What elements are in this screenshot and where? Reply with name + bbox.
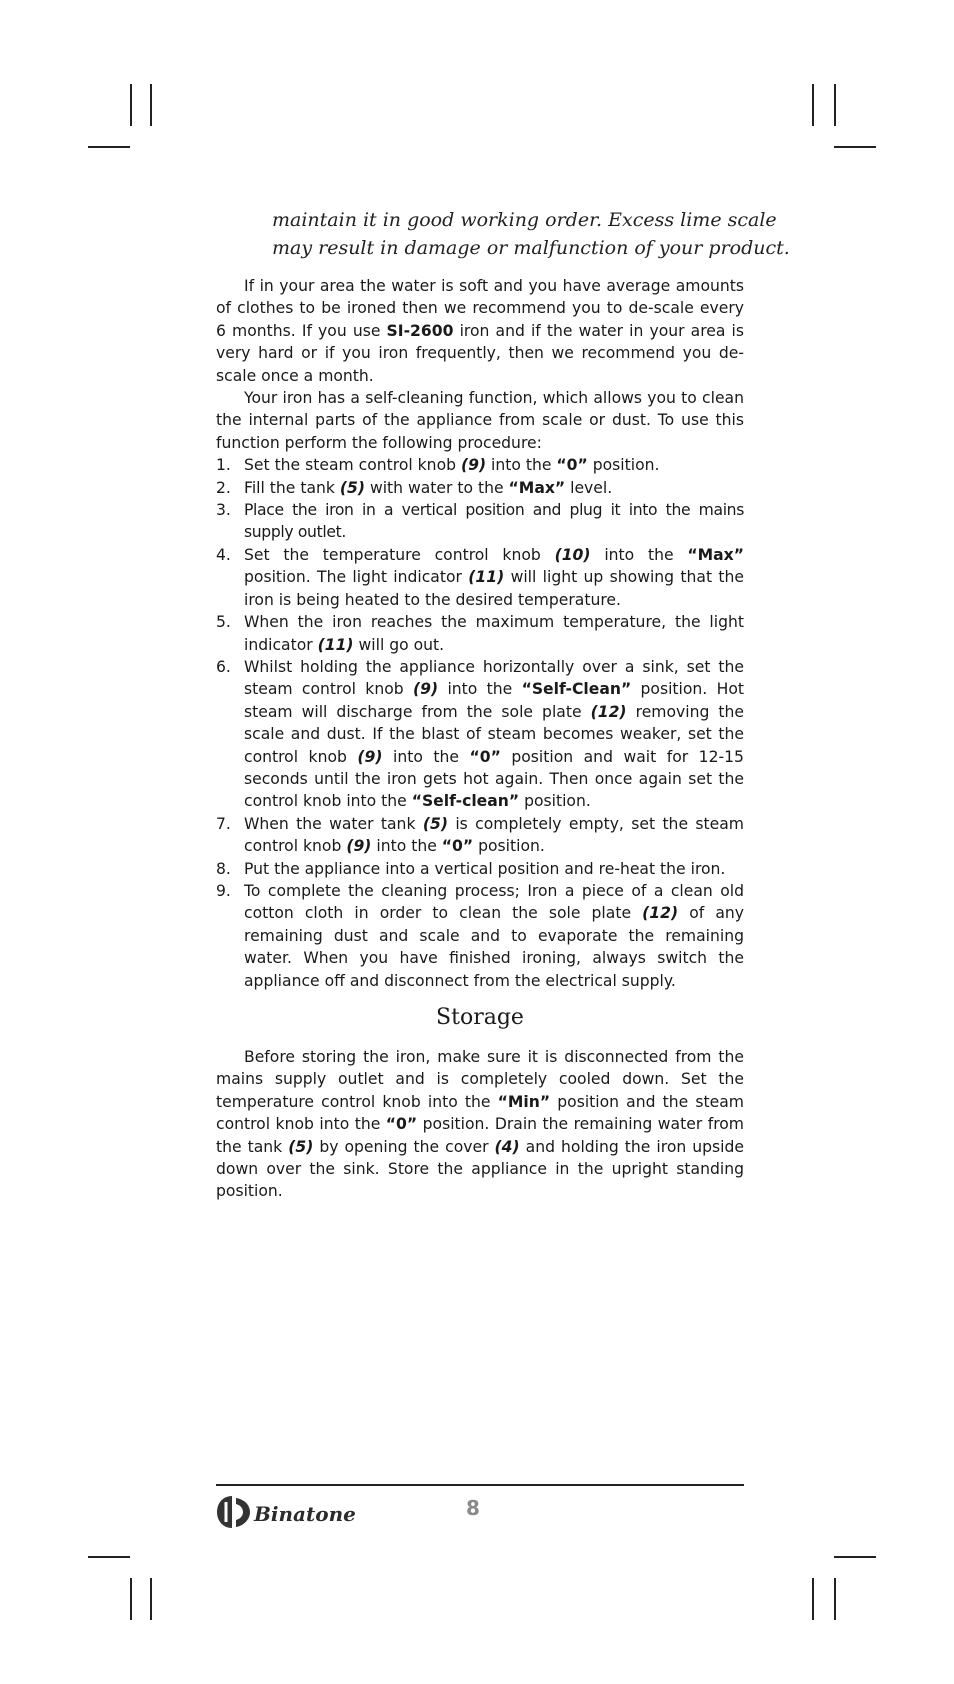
step-number: 1. xyxy=(216,456,231,475)
step-number: 4. xyxy=(216,545,231,564)
crop-mark xyxy=(812,1578,814,1620)
crop-mark xyxy=(150,1578,152,1620)
step-number: 6. xyxy=(216,657,231,676)
list-item xyxy=(216,477,744,499)
model-number: SI-2600 xyxy=(386,321,454,340)
brand-name: Binatone xyxy=(254,1502,356,1526)
crop-mark xyxy=(834,84,836,126)
document-body xyxy=(216,275,744,1203)
step-text: Set the steam control knob (9) into the “0” position. xyxy=(244,456,660,475)
crop-mark xyxy=(812,84,814,126)
intro-italic-text xyxy=(272,206,790,262)
step-number: 3. xyxy=(216,501,231,520)
crop-mark xyxy=(130,1578,132,1620)
list-item xyxy=(216,813,744,858)
list-item xyxy=(216,544,744,611)
list-item xyxy=(216,611,744,656)
crop-mark xyxy=(834,1578,836,1620)
intro-line: may result in damage or malfunction of your product. xyxy=(272,237,790,259)
list-item xyxy=(216,656,744,813)
step-text: To complete the cleaning process; Iron a piece of a clean old cotton cloth in order to clean the sole plate (12) of any remaining dust and scale and to evaporate the remaining water. When you have finished ironing, always switch the appliance off and disconnect from the electrical supply. xyxy=(244,881,744,990)
procedure-steps xyxy=(216,454,744,992)
brand-logo xyxy=(216,1496,356,1532)
step-text: Whilst holding the appliance horizontally over a sink, set the steam control knob (9) into the “Self-Clean” position. Hot steam will discharge from the sole plate (12) removing the scale and dust. If the blast of steam becomes weaker, set the control knob (9) into the “0” position and wait for 12-15 seconds until the iron gets hot again. Then once again set the control knob into the “Self-clean” position. xyxy=(244,657,744,811)
step-number: 8. xyxy=(216,859,231,878)
step-text: Set the temperature control knob (10) into the “Max” position. The light indicator (11) will light up showing that the iron is being heated to the desired temperature. xyxy=(244,545,744,609)
paragraph-self-cleaning: Your iron has a self-cleaning function, which allows you to clean the internal parts of the appliance from scale or dust. To use this function perform the following procedure: xyxy=(216,389,744,452)
crop-mark xyxy=(88,146,130,148)
step-text: Place the iron in a vertical position and plug it into the mains supply outlet. xyxy=(244,501,744,542)
step-number: 2. xyxy=(216,478,231,497)
list-item xyxy=(216,880,744,992)
list-item xyxy=(216,858,744,880)
step-text: When the iron reaches the maximum temperature, the light indicator (11) will go out. xyxy=(244,613,744,654)
intro-line: maintain it in good working order. Excess lime scale xyxy=(272,209,777,231)
step-text: When the water tank (5) is completely empty, set the steam control knob (9) into the “0” position. xyxy=(244,814,744,856)
footer-divider xyxy=(216,1484,744,1486)
crop-mark xyxy=(834,1556,876,1558)
text: If in your area the water is soft and you have average amounts of clothes to be ironed then we recommend you to de-scale every 6 months. If you use xyxy=(216,277,744,340)
list-item xyxy=(216,454,744,476)
crop-mark xyxy=(834,146,876,148)
paragraph-descaling-frequency xyxy=(216,275,744,387)
section-heading-storage: Storage xyxy=(436,1005,524,1030)
step-number: 5. xyxy=(216,613,231,632)
list-item xyxy=(216,499,744,544)
step-number: 9. xyxy=(216,881,231,900)
step-number: 7. xyxy=(216,814,231,833)
step-text: Put the appliance into a vertical position and re-heat the iron. xyxy=(244,859,726,878)
text: iron and if the water in your area is very hard or if you iron frequently, then we recommend you de-scale once a month. xyxy=(216,321,745,385)
crop-mark xyxy=(88,1556,130,1558)
binatone-logo-icon xyxy=(216,1494,252,1534)
crop-mark xyxy=(130,84,132,126)
page-number: 8 xyxy=(466,1496,480,1520)
paragraph-storage: Before storing the iron, make sure it is disconnected from the mains supply outlet and is completely cooled down. Set the temperature control knob into the “Min” position and the steam control knob into the “0” position. Drain the remaining water from the tank (5) by opening the cover (4) and holding the iron upside down over the sink. Store the appliance in the upright standing position. xyxy=(216,1048,744,1201)
crop-mark xyxy=(150,84,152,126)
step-text: Fill the tank (5) with water to the “Max” level. xyxy=(244,478,613,497)
